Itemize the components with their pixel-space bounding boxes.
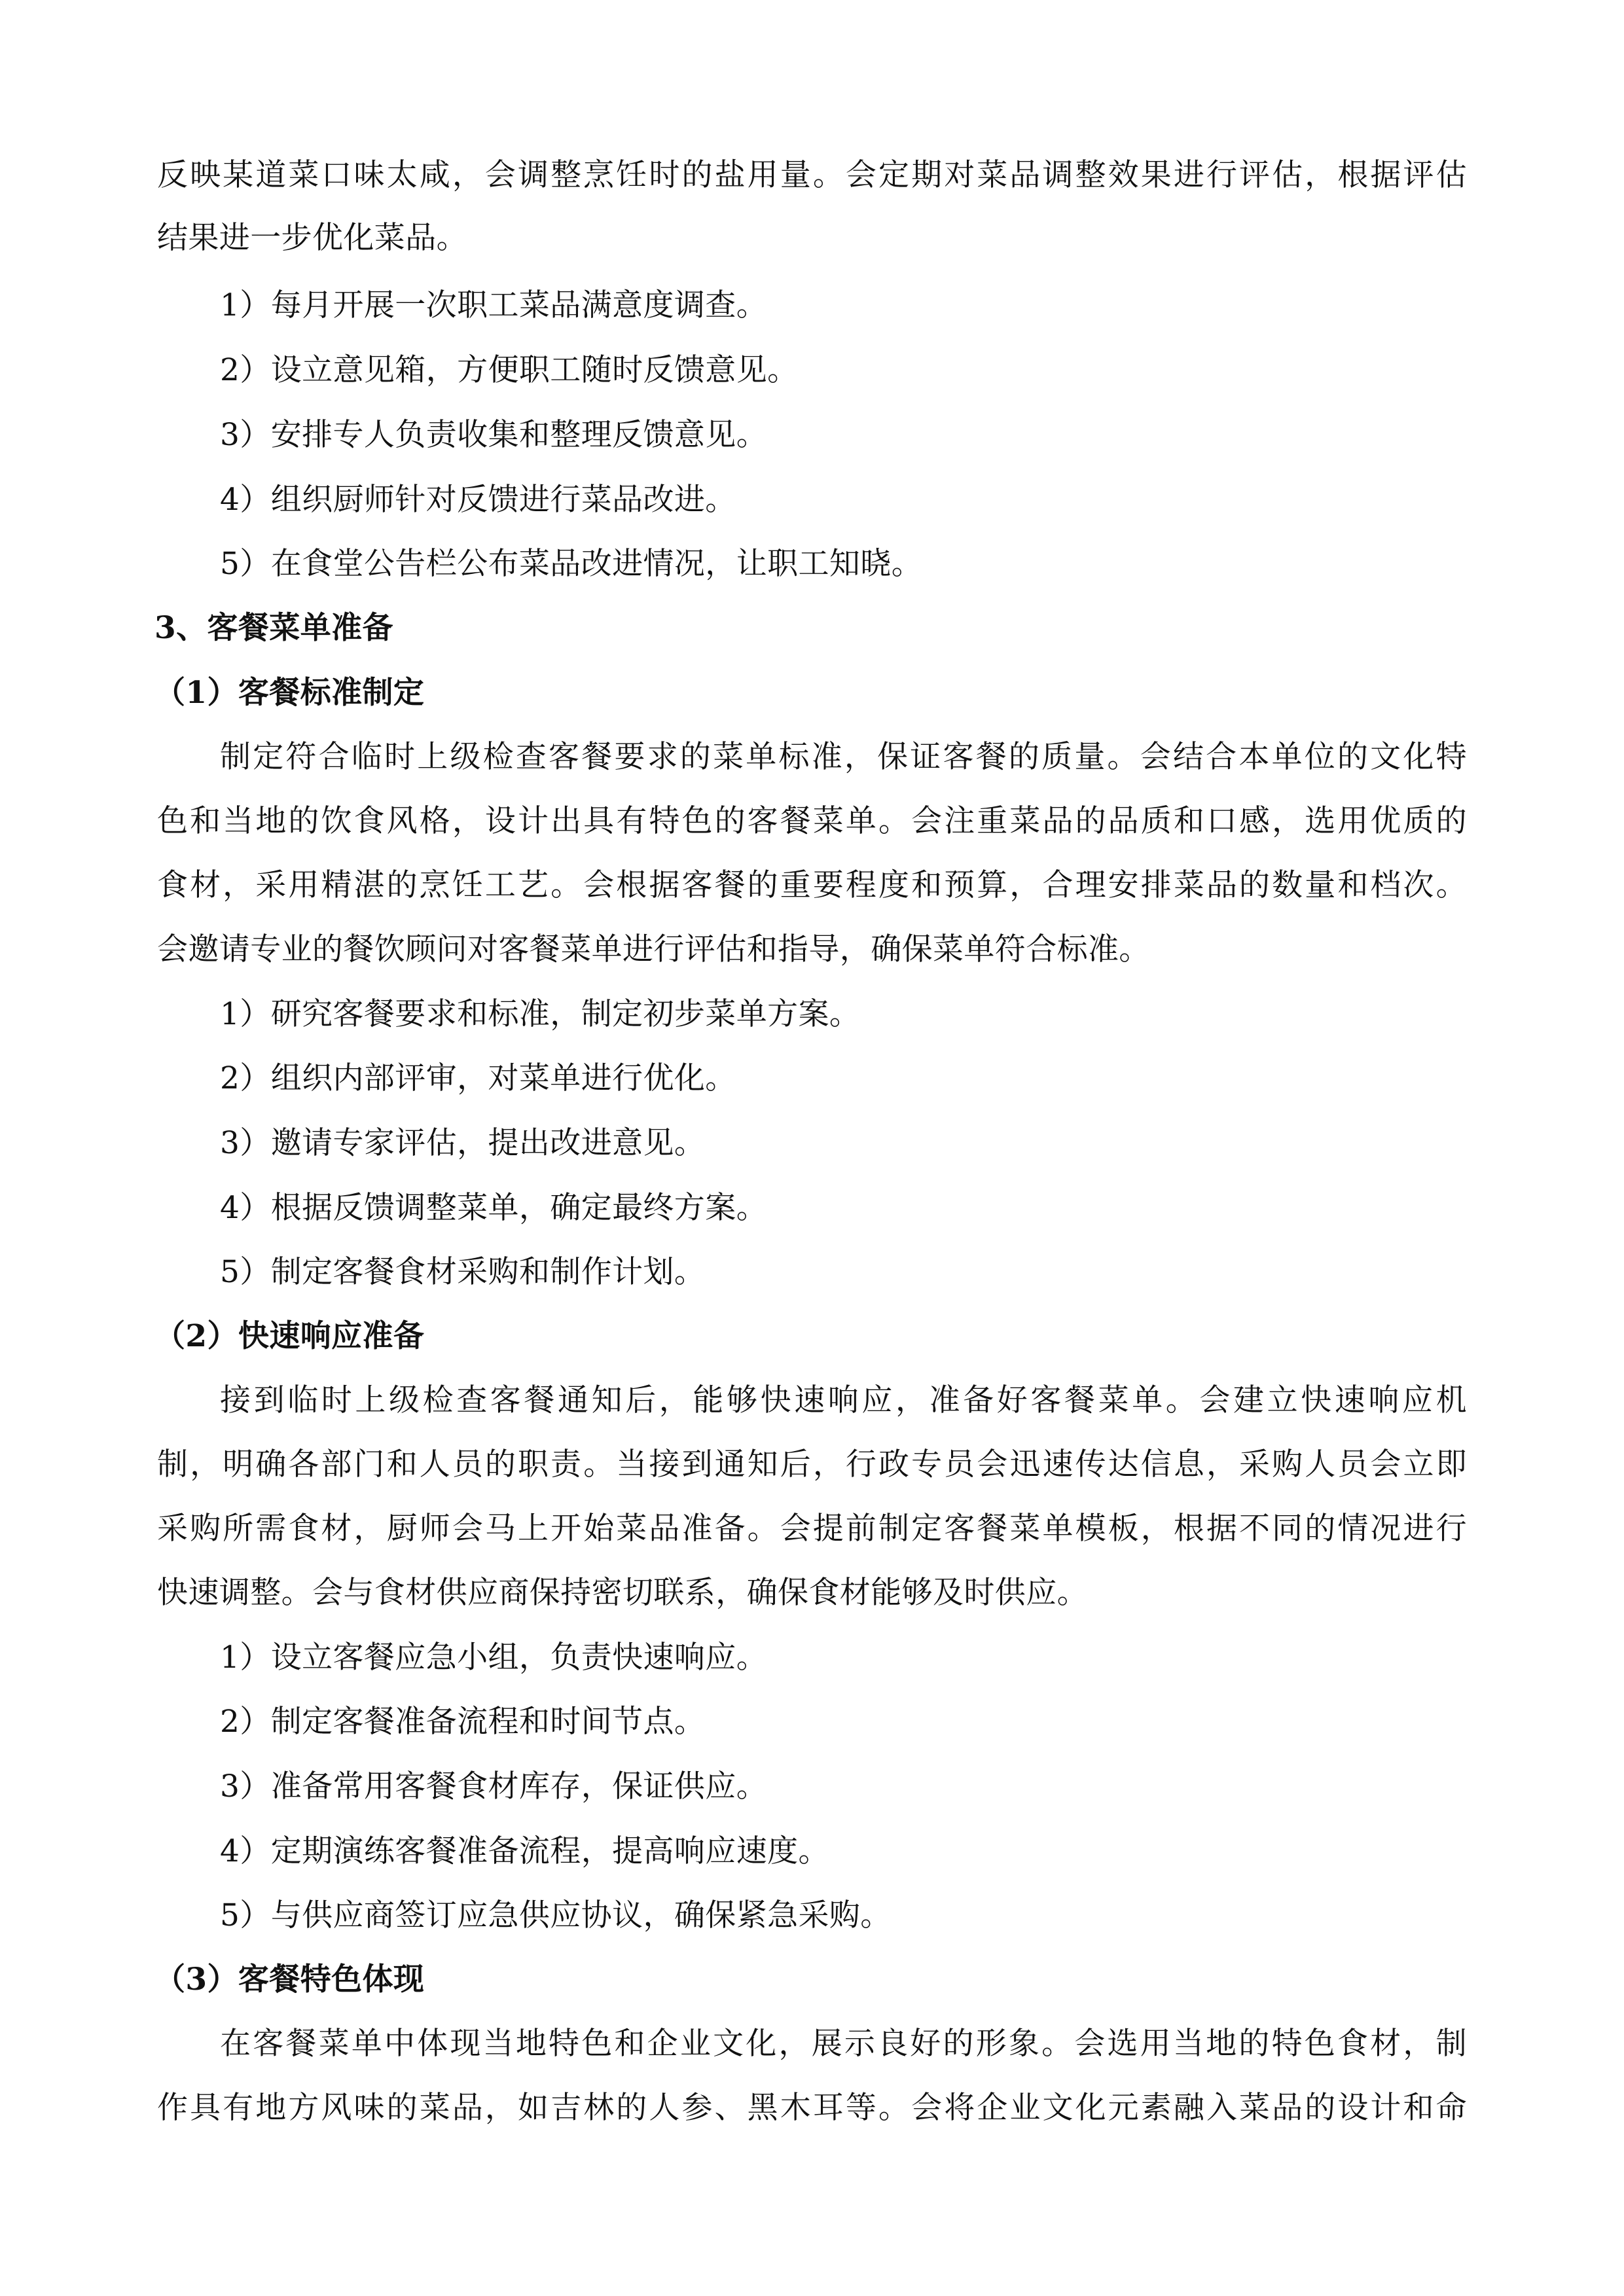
- subsection-2-list-item-1: 1）设立客餐应急小组，负责快速响应。: [220, 1640, 768, 1676]
- subsection-2-list-item-4: 4）定期演练客餐准备流程，提高响应速度。: [220, 1833, 829, 1869]
- subsection-1-paragraph-line-3: 食材，采用精湛的烹饪工艺。会根据客餐的重要程度和预算，合理安排菜品的数量和档次。: [157, 867, 1467, 903]
- subsection-2-paragraph-line-3: 采购所需食材，厨师会马上开始菜品准备。会提前制定客餐菜单模板，根据不同的情况进行: [157, 1511, 1467, 1547]
- subsection-1-list-item-4: 4）根据反馈调整菜单，确定最终方案。: [220, 1190, 768, 1226]
- subsection-1-heading: （1）客餐标准制定: [154, 675, 425, 711]
- subsection-1-paragraph-line-4: 会邀请专业的餐饮顾问对客餐菜单进行评估和指导，确保菜单符合标准。: [157, 931, 1150, 967]
- section-heading: 3、客餐菜单准备: [154, 610, 393, 646]
- intro-list-item-4: 4）组织厨师针对反馈进行菜品改进。: [220, 482, 736, 518]
- intro-paragraph-line-1: 反映某道菜口味太咸，会调整烹饪时的盐用量。会定期对菜品调整效果进行评估，根据评估: [157, 157, 1467, 193]
- intro-list-item-5: 5）在食堂公告栏公布菜品改进情况，让职工知晓。: [220, 546, 923, 582]
- subsection-1-list-item-5: 5）制定客餐食材采购和制作计划。: [220, 1254, 706, 1290]
- subsection-2-paragraph-line-4: 快速调整。会与食材供应商保持密切联系，确保食材能够及时供应。: [157, 1575, 1088, 1611]
- subsection-1-paragraph-line-2: 色和当地的饮食风格，设计出具有特色的客餐菜单。会注重菜品的品质和口感，选用优质的: [157, 803, 1467, 839]
- subsection-2-heading: （2）快速响应准备: [154, 1318, 425, 1354]
- subsection-3-paragraph-line-1: 在客餐菜单中体现当地特色和企业文化，展示良好的形象。会选用当地的特色食材，制: [220, 2026, 1467, 2062]
- subsection-1-list-item-2: 2）组织内部评审，对菜单进行优化。: [220, 1060, 736, 1096]
- subsection-2-paragraph-line-2: 制，明确各部门和人员的职责。当接到通知后，行政专员会迅速传达信息，采购人员会立即: [157, 1446, 1467, 1482]
- subsection-1-list-item-1: 1）研究客餐要求和标准，制定初步菜单方案。: [220, 996, 861, 1032]
- subsection-2-list-item-3: 3）准备常用客餐食材库存，保证供应。: [220, 1768, 768, 1804]
- subsection-2-paragraph-line-1: 接到临时上级检查客餐通知后，能够快速响应，准备好客餐菜单。会建立快速响应机: [220, 1382, 1467, 1418]
- subsection-3-heading: （3）客餐特色体现: [154, 1962, 425, 1998]
- intro-list-item-3: 3）安排专人负责收集和整理反馈意见。: [220, 417, 768, 453]
- subsection-1-list-item-3: 3）邀请专家评估，提出改进意见。: [220, 1125, 706, 1161]
- subsection-2-list-item-5: 5）与供应商签订应急供应协议，确保紧急采购。: [220, 1897, 892, 1933]
- subsection-1-paragraph-line-1: 制定符合临时上级检查客餐要求的菜单标准，保证客餐的质量。会结合本单位的文化特: [220, 739, 1467, 775]
- subsection-2-list-item-2: 2）制定客餐准备流程和时间节点。: [220, 1704, 706, 1740]
- intro-paragraph-line-2: 结果进一步优化菜品。: [157, 220, 467, 256]
- intro-list-item-1: 1）每月开展一次职工菜品满意度调查。: [220, 287, 768, 323]
- intro-list-item-2: 2）设立意见箱，方便职工随时反馈意见。: [220, 352, 799, 388]
- subsection-3-paragraph-line-2: 作具有地方风味的菜品，如吉林的人参、黑木耳等。会将企业文化元素融入菜品的设计和命: [157, 2090, 1467, 2126]
